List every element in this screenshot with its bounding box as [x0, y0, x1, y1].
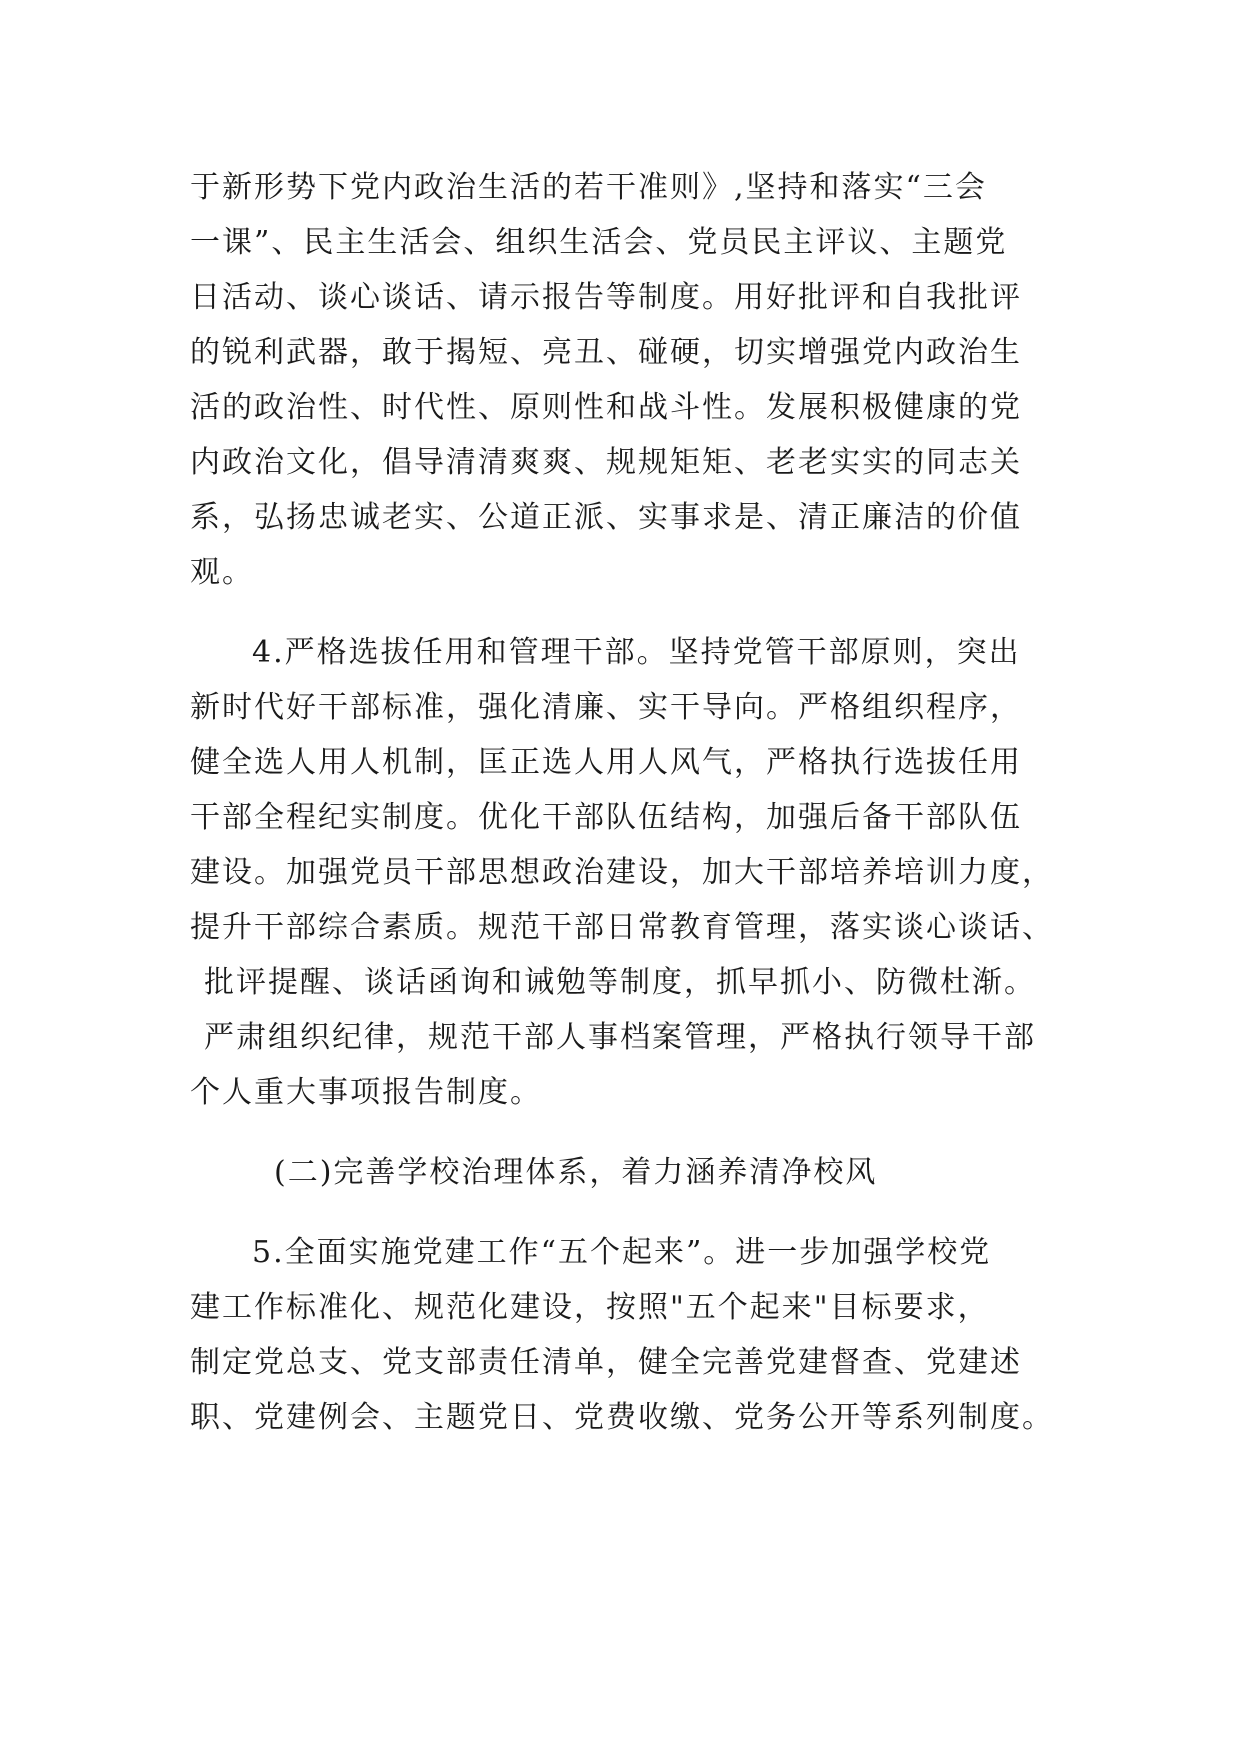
text-line: 干部全程纪实制度。优化干部队伍结构，加强后备干部队伍	[190, 800, 1022, 835]
paragraph-spacer	[190, 1200, 1090, 1225]
text-line: 活的政治性、时代性、原则性和战斗性。发展积极健康的党	[190, 390, 1022, 425]
paragraph-spacer	[190, 600, 1090, 625]
text-line: 的锐利武器，敢于揭短、亮丑、碰硬，切实增强党内政治生	[190, 335, 1022, 370]
text-line: 批评提醒、谈话函询和诫勉等制度，抓早抓小、防微杜渐。	[204, 965, 1036, 1000]
text-line: 制定党总支、党支部责任清单，健全完善党建督查、党建述	[190, 1345, 1022, 1380]
document-body	[190, 160, 1090, 1445]
text-line: 内政治文化，倡导清清爽爽、规规矩矩、老老实实的同志关	[190, 445, 1022, 480]
text-line: 健全选人用人机制，匡正选人用人风气，严格执行选拔任用	[190, 745, 1022, 780]
text-line: 个人重大事项报告制度。	[190, 1075, 542, 1110]
text-line: 观。	[190, 555, 254, 590]
text-line: 4.严格选拔任用和管理干部。坚持党管干部原则，突出	[252, 635, 1021, 670]
section-subheading: (二)完善学校治理体系，着力涵养清净校风	[274, 1155, 878, 1190]
text-line: 提升干部综合素质。规范干部日常教育管理，落实谈心谈话、	[190, 910, 1054, 945]
text-line: 系，弘扬忠诚老实、公道正派、实事求是、清正廉洁的价值	[190, 500, 1022, 535]
text-line: 5.全面实施党建工作“五个起来”。进一步加强学校党	[252, 1235, 992, 1270]
text-line: 建工作标准化、规范化建设，按照"五个起来"目标要求，	[190, 1290, 990, 1325]
text-line: 日活动、谈心谈话、请示报告等制度。用好批评和自我批评	[190, 280, 1022, 315]
text-line: 职、党建例会、主题党日、党费收缴、党务公开等系列制度。	[190, 1400, 1054, 1435]
text-line: 一课”、民主生活会、组织生活会、党员民主评议、主题党	[190, 225, 1008, 260]
paragraph-spacer	[190, 1120, 1090, 1145]
paragraph-cadre-management	[190, 625, 1090, 1120]
text-line: 于新形势下党内政治生活的若干准则》,坚持和落实“三会	[190, 170, 987, 205]
text-line: 新时代好干部标准，强化清廉、实干导向。严格组织程序，	[190, 690, 1022, 725]
text-line: 建设。加强党员干部思想政治建设，加大干部培养培训力度，	[190, 855, 1054, 890]
paragraph-party-life	[190, 160, 1090, 600]
paragraph-party-building	[190, 1225, 1090, 1445]
text-line: 严肃组织纪律，规范干部人事档案管理，严格执行领导干部	[204, 1020, 1036, 1055]
